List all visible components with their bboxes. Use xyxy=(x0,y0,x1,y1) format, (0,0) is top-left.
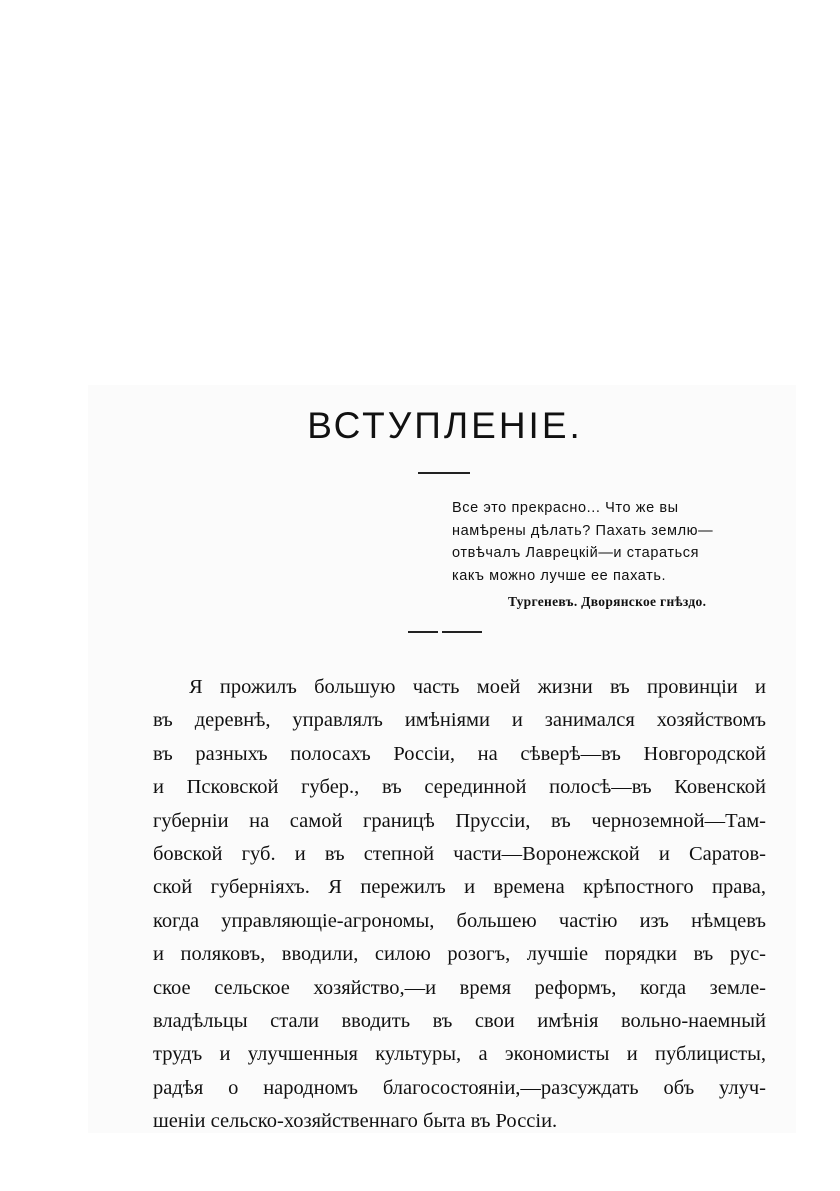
epigraph-divider-left xyxy=(408,631,438,633)
body-line: ской губерніяхъ. Я пережилъ и времена крѣпостного права, xyxy=(153,876,766,899)
body-paragraph xyxy=(153,671,766,1138)
body-line: Я прожилъ большую часть моей жизни въ провинціи и xyxy=(189,676,766,698)
epigraph-line: какъ можно лучше ее пахать. xyxy=(452,567,667,584)
body-line: и поляковъ, вводили, силою розогъ, лучшіе порядки въ рус- xyxy=(153,943,766,966)
body-line: губерніи на самой границѣ Пруссіи, въ черноземной—Там- xyxy=(153,809,766,832)
body-line: и Псковской губер., въ серединной полосѣ—въ Ковенской xyxy=(153,776,766,799)
epigraph-line: намѣрены дѣлать? Пахать землю— xyxy=(452,522,714,539)
body-line: въ разныхъ полосахъ Россіи, на сѣверѣ—въ Новгородской xyxy=(153,742,766,765)
body-line: въ деревнѣ, управлялъ имѣніями и занимался хозяйствомъ xyxy=(153,709,766,732)
epigraph xyxy=(452,497,782,614)
epigraph-line: отвѣчалъ Лаврецкій—и стараться xyxy=(452,545,700,561)
body-line: владѣльцы стали вводить въ свои имѣнія вольно-наемный xyxy=(153,1009,766,1032)
epigraph-source: Тургеневъ. Дворянское гнѣздо. xyxy=(508,594,707,609)
title-divider xyxy=(418,472,470,474)
body-line: трудъ и улучшенныя культуры, а экономисты и публицисты, xyxy=(153,1043,766,1066)
body-line: ское сельское хозяйство,—и время реформъ, когда земле- xyxy=(153,976,766,999)
body-line: когда управляющіе-агрономы, большею частію изъ нѣмцевъ xyxy=(153,909,766,932)
epigraph-divider-right xyxy=(442,631,482,633)
page-title: ВСТУПЛЕНІЕ. xyxy=(307,405,583,446)
body-line: бовской губ. и въ степной части—Воронежской и Саратов- xyxy=(153,842,766,865)
body-line: шеніи сельско-хозяйственнаго быта въ Россіи. xyxy=(153,1110,558,1133)
epigraph-line: Все это прекрасно... Что же вы xyxy=(452,500,679,516)
body-line: радѣя о народномъ благосостояніи,—разсуждать объ улуч- xyxy=(153,1076,766,1099)
